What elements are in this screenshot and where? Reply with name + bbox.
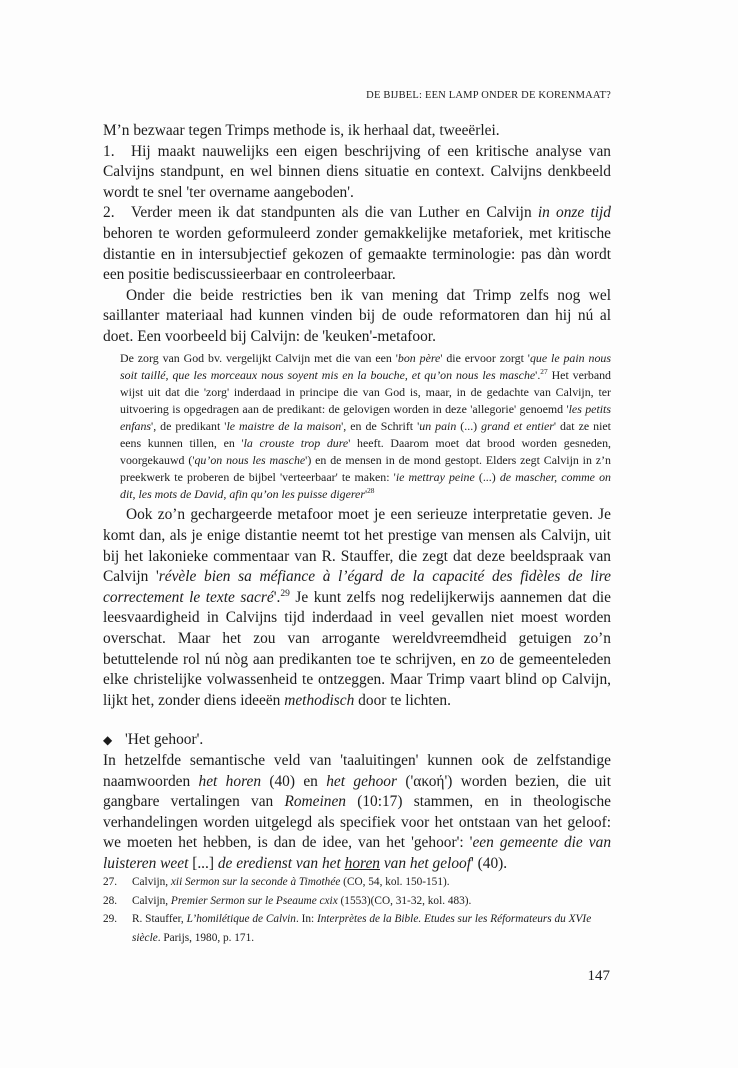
paragraph-metafoor: Ook zo’n gechargeerde metafoor moet je een serieuze interpretatie geven. Je komt dan, als je enige distantie neemt tot het prestige van mensen als Calvijn, uit bij het lakonieke commentaar van R. Stauffer, die zegt dat deze beeldspraak van Calvijn 'révèle bien sa méfiance à l’égard de la capacité des fidèles de lire correctement le texte sacré'.$^{29}$ Je kunt zelfs nog redelijkerwijs aannemen dat die leesvaardigheid in Calvijns tijd inderdaad in veel gevallen niet moest worden overschat. Maar het zou van arrogante wereldvreemdheid getuigen zo’n betuttelende rol nú nòg aan predikanten toe te schrijven, en zo de gemeenteleden elke christelijke volwassenheid te ontzeggen. Maar Trimp vaart blind op Calvijn, lijkt het, zonder diens ideeën methodisch door te lichten. <box>103 506 612 709</box>
footnote-29: 29. R. Stauffer, L’homilétique de Calvin. In: Interprètes de la Bible. Etudes sur les Réformateurs du XVIe siècle. Parijs, 1980, p. 171. <box>103 913 592 944</box>
footnotes <box>103 873 611 947</box>
section-heading-text: 'Het gehoor'. <box>125 731 204 749</box>
page-number: 147 <box>587 968 610 984</box>
running-head: DE BIJBEL: EEN LAMP ONDER DE KORENMAAT? <box>366 90 611 101</box>
list-item-1 <box>103 142 611 204</box>
paragraph-gehoor: In hetzelfde semantische veld van 'taaluitingen' kunnen ook de zelfstandige naamwoorden het horen (40) en het gehoor ('ακοή') worden bezien, die uit gangbare vertalingen van Romeinen (10:17) stammen, en in theologische verhandelingen worden uitgelegd als specifiek voor het ontstaan van het geloof: we moeten het hebben, is dan de idee, van het 'gehoor': 'een gemeente die van luisteren weet [...] de eredienst van het horen van het geloof' (40). <box>103 751 612 872</box>
block-quote: De zorg van God bv. vergelijkt Calvijn met die van een 'bon père' die ervoor zorgt 'que le pain nous soit taillé, que les morceaux nous soyent mis en la bouche, et qu’on nous les masche'.$^{27}$ Het verband wijst uit dat die 'zorg' inderdaad in principe die van God is, maar, in de gedachte van Calvijn, ter uitvoering is opgedragen aan de predikant: de gelovigen worden in deze 'allegorie' genoemd 'les petits enfans', de predikant 'le maistre de la maison', en de Schrift 'un pain (...) grand et entier' dat ze niet eens kunnen tillen, en 'la crouste trop dure' heeft. Daarom moet dat brood worden gesneden, voorgekauwd ('qu’on nous les masche') en de mensen in de mond gestopt. Elders zegt Calvijn in z’n preekwerk te proberen de bijbel 'verteerbaar' te maken: 'ie mettray peine (...) de mascher, comme on dit, les mots de David, afin qu’on les puisse $digerer'^{28}$ <box>120 350 611 502</box>
list-number-2: 2. <box>103 204 115 222</box>
footnote-27: 27. Calvijn, xii Sermon sur la seconde à Timothée (CO, 54, kol. 150-151). <box>103 876 450 888</box>
list-item-2: 2. Verder meen ik dat standpunten als die van Luther en Calvijn in onze tijd behoren te worden geformuleerd zonder gemakkelijke metaforiek, met kritische distantie en in intersubjectief gekozen of gemaakte terminologie: pas dàn wordt een positie bediscussieerbaar en controleerbaar. <box>103 204 611 284</box>
list-number-1: 1. <box>103 142 115 160</box>
list-text-1: Hij maakt nauwelijks een eigen beschrijving of een kritische analyse van Calvijns standpunt, en wel binnen diens situatie en context. Calvijns denkbeeld wordt te snel 'ter overname aangeboden'. <box>103 142 611 201</box>
underlined-horen: horen <box>344 854 380 872</box>
footnote-ref-27: 27 <box>540 366 548 376</box>
main-text <box>103 121 611 874</box>
greek-term: ακοή <box>413 772 445 790</box>
footnote-28: 28. Calvijn, Premier Sermon sur le Pseaume cxix (1553)(CO, 31-32, kol. 483). <box>103 894 472 907</box>
footnote-ref-29: 29 <box>280 587 290 599</box>
section-heading <box>103 730 611 751</box>
diamond-bullet-icon: ◆ <box>103 733 113 748</box>
paragraph-intro: M’n bezwaar tegen Trimps methode is, ik herhaal dat, tweeërlei. <box>103 122 500 139</box>
section-gap <box>103 711 611 730</box>
paragraph-restricties: Onder die beide restricties ben ik van mening dat Trimp zelfs nog wel saillanter materiaal had kunnen vinden bij de oude reformatoren dan hij nú al doet. Een voorbeeld bij Calvijn: de 'keuken'-metafoor. <box>103 286 611 345</box>
emphasis-in-onze-tijd: in onze tijd <box>537 204 611 222</box>
footnote-ref-28: 28 <box>367 486 375 496</box>
